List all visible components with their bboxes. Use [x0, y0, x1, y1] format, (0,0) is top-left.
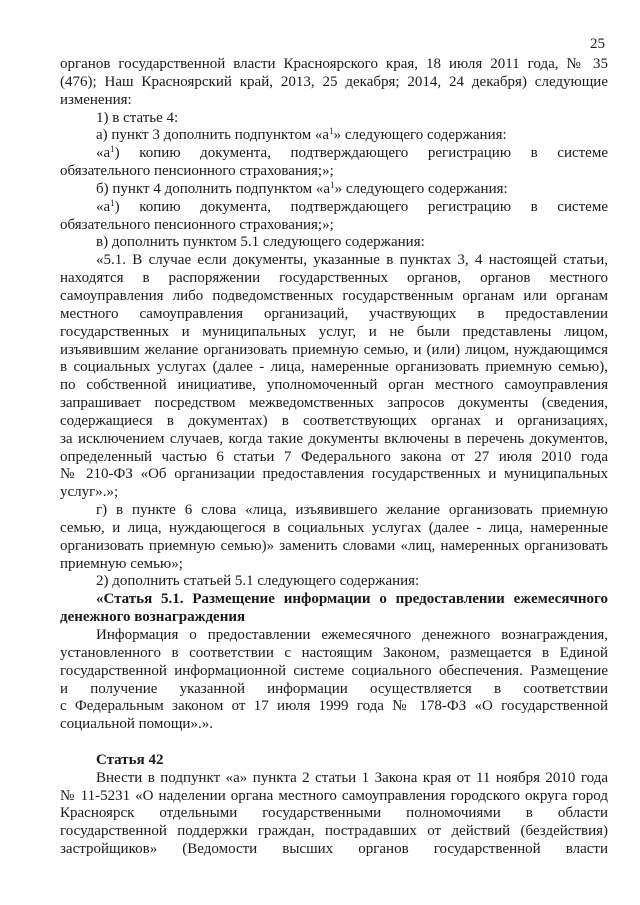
text-line: «$а^1$) копию документа, подтверждающего регистрацию в системе [96, 197, 608, 215]
text-line: государственной информационной системе социального обеспечения. Размещение [60, 662, 608, 679]
text-line: запрашивает посредством межведомственных запросов документы (сведения, [60, 395, 608, 412]
text-line: Внести в подпункт «а» пункта 2 статьи 1 Закона края от 11 ноября 2010 года [96, 769, 608, 786]
text-line: государственных и муниципальных услуг, и не были представлены лицом, [60, 323, 608, 340]
text-line: (476); Наш Красноярский край, 2013, 25 декабря; 2014, 24 декабря) следующие [60, 73, 608, 90]
text-line: г) в пункте 6 слова «лица, изъявившего желание организовать приемную [96, 502, 608, 519]
text-line: организовать приемную семью)» заменить словами «лиц, намеренных организовать [60, 537, 608, 554]
text-line: изменения: [60, 91, 132, 108]
article-heading: денежного вознаграждения [60, 609, 246, 626]
text-line: приемную семью»; [60, 555, 183, 572]
text-line: находятся в распоряжении государственных органов, органов местного [60, 270, 608, 287]
text-line: Информация о предоставлении ежемесячного денежного вознаграждения, [96, 627, 608, 643]
text-line: изъявившим желание организовать приемную семью, и (или) лицом, нуждающимся [60, 341, 608, 358]
text-line: установленного в соответствии с настоящим Законом, размещается в Единой [60, 644, 608, 661]
text-line: 1) в статье 4: [96, 109, 179, 126]
text-line: «$а^1$) копию документа, подтверждающего регистрацию в системе [96, 144, 608, 162]
text-line: за исключением случаев, когда такие документы включены в перечень документов, [60, 430, 608, 447]
text-line: услуг».»; [60, 484, 119, 501]
text-line: органов государственной власти Красноярского края, 18 июля 2011 года, № 35 [60, 56, 608, 72]
article-title: Статья 42 [96, 751, 164, 768]
text-line: № 210-ФЗ «Об организации предоставления государственных и муниципальных [60, 466, 608, 483]
text-line: обязательного пенсионного страхования;»; [60, 163, 334, 180]
text-line: определенный частью 6 статьи 7 Федерального закона от 27 июля 2010 года [60, 448, 608, 465]
text-line: содержащиеся в документах) в соответствующих органах и организациях, [60, 412, 608, 429]
text-line: Красноярск отдельными государственными полномочиями в области [60, 805, 608, 822]
text-line: «5.1. В случае если документы, указанные в пунктах 3, 4 настоящей статьи, [96, 252, 608, 269]
text-line: социальной помощи».». [60, 716, 213, 733]
text-line: самоуправления либо подведомственных государственным органам или органам [60, 287, 608, 304]
text-line: местного самоуправления организаций, участвующих в предоставлении [60, 305, 608, 322]
spacer [60, 734, 608, 752]
text-line: № 11-5231 «О наделении органа местного самоуправления городского округа город [60, 787, 608, 804]
page-number: 25 [590, 36, 605, 52]
text-line: по собственной инициативе, уполномоченный орган местного самоуправления [60, 377, 608, 394]
text-line: обязательного пенсионного страхования;»; [60, 216, 334, 233]
document-body [60, 56, 608, 859]
text-line: с Федеральным законом от 17 июля 1999 года № 178-ФЗ «О государственной [60, 698, 608, 715]
text-line: застройщиков» (Ведомости высших органов государственной власти [60, 841, 608, 858]
text-line: в социальных услугах (далее - лица, намеренные организовать приемную семью), [60, 359, 608, 376]
article-heading: «Статья 5.1. Размещение информации о предоставлении ежемесячного [96, 591, 608, 608]
text-line: государственной поддержки граждан, пострадавших от действий (бездействия) [60, 823, 608, 840]
text-line: а) пункт 3 дополнить подпунктом «$а^1$» следующего содержания: [96, 126, 507, 144]
text-line: 2) дополнить статьей 5.1 следующего содержания: [96, 573, 420, 590]
text-line: семью, и лица, нуждающегося в социальных услугах (далее - лица, намеренные [60, 519, 608, 536]
text-line: в) дополнить пунктом 5.1 следующего содержания: [96, 234, 425, 251]
text-line: б) пункт 4 дополнить подпунктом «$а^1$» следующего содержания: [96, 179, 508, 197]
text-line: и получение указанной информации осуществляется в соответствии [60, 680, 608, 697]
